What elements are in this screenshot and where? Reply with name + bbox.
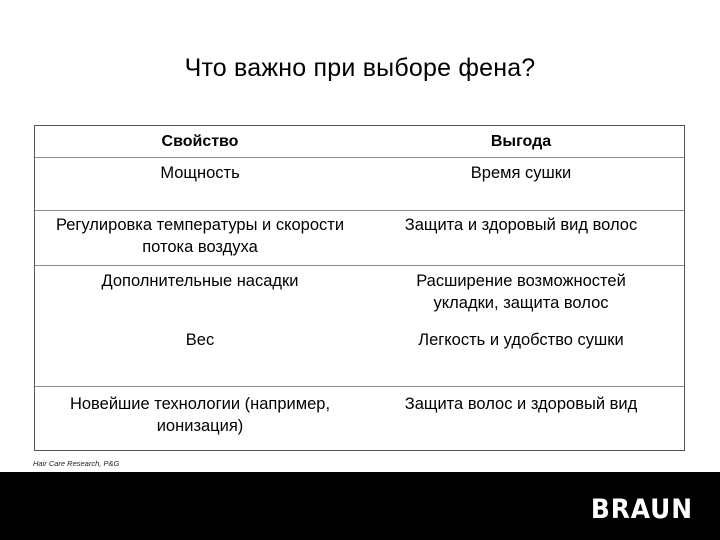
table-row-group <box>35 266 684 387</box>
feature-cell: Новейшие технологии (например, ионизация) <box>69 395 331 435</box>
benefit-cell: Расширение возможностей укладки, защита волос <box>416 272 626 312</box>
benefit-cell: Защита и здоровый вид волос <box>404 216 638 234</box>
feature-benefit-table <box>34 125 685 451</box>
table-header-row <box>35 126 684 158</box>
table-row <box>35 266 684 326</box>
brand-logo: BRAUN <box>590 494 693 525</box>
table-row <box>35 211 684 266</box>
benefit-cell: Защита волос и здоровый вид <box>404 395 638 413</box>
table-row <box>35 158 684 211</box>
benefit-cell: Время сушки <box>470 164 572 182</box>
page-title: Что важно при выборе фена? <box>184 54 536 82</box>
feature-cell: Мощность <box>160 164 240 182</box>
table-row <box>35 326 684 387</box>
header-benefit: Выгода <box>490 133 552 150</box>
benefit-cell: Легкость и удобство сушки <box>418 331 624 349</box>
footer-bar <box>0 472 720 540</box>
feature-cell: Вес <box>185 331 215 349</box>
table-row <box>35 387 684 450</box>
feature-cell: Дополнительные насадки <box>101 272 299 290</box>
feature-cell: Регулировка температуры и скорости потока воздуха <box>55 216 345 256</box>
source-note: Hair Care Research, P&G <box>33 459 120 468</box>
header-feature: Свойство <box>161 133 239 150</box>
